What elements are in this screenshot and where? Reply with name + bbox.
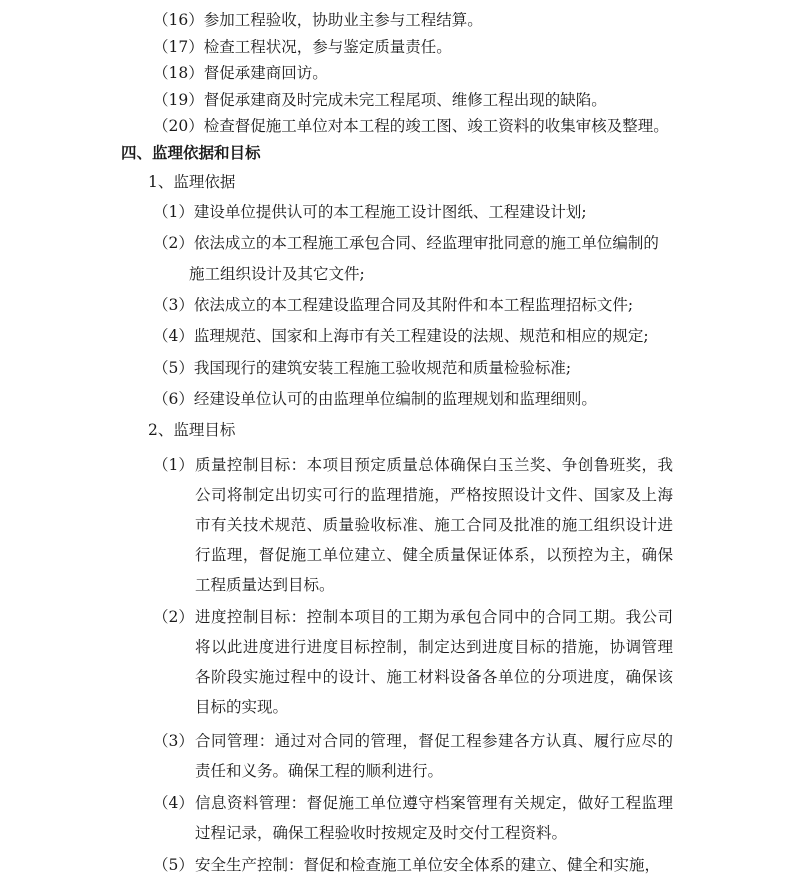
goal-number: （3） [153, 732, 194, 750]
basis-item-continuation: 施工组织设计及其它文件; [189, 265, 365, 283]
goal-number: （5） [153, 856, 194, 874]
subsection-heading: 2、监理目标 [148, 421, 236, 439]
goal-item [153, 455, 673, 605]
duty-item: （17）检查工程状况，参与鉴定质量责任。 [153, 38, 452, 56]
basis-item: （4）监理规范、国家和上海市有关工程建设的法规、规范和相应的规定; [153, 327, 649, 345]
section-heading: 四、监理依据和目标 [121, 144, 261, 162]
duty-item: （19）督促承建商及时完成未完工程尾项、维修工程出现的缺陷。 [153, 91, 607, 109]
goal-item [153, 793, 673, 853]
subsection-heading: 1、监理依据 [148, 173, 236, 191]
basis-item: （3）依法成立的本工程建设监理合同及其附件和本工程监理招标文件; [153, 296, 634, 314]
duty-item: （16）参加工程验收，协助业主参与工程结算。 [153, 11, 483, 29]
basis-item: （6）经建设单位认可的由监理单位编制的监理规划和监理细则。 [153, 390, 597, 408]
basis-item: （5）我国现行的建筑安装工程施工验收规范和质量检验标准; [153, 359, 572, 377]
goal-item [153, 855, 673, 877]
goal-text: 进度控制目标：控制本项目的工期为承包合同中的合同工期。我公司将以此进度进行进度目标控制，制定达到进度目标的措施，协调管理各阶段实施过程中的设计、施工材料设备各单位的分项进度，确保该目标的实现。 [195, 608, 673, 716]
goal-item [153, 607, 673, 727]
goal-text: 质量控制目标：本项目预定质量总体确保白玉兰奖、争创鲁班奖，我公司将制定出切实可行的监理措施，严格按照设计文件、国家及上海市有关技术规范、质量验收标准、施工合同及批准的施工组织设计进行监理，督促施工单位建立、健全质量保证体系，以预控为主，确保工程质量达到目标。 [195, 456, 673, 594]
goal-number: （2） [153, 608, 194, 626]
goal-item [153, 731, 673, 791]
duty-item: （20）检查督促施工单位对本工程的竣工图、竣工资料的收集审核及整理。 [153, 117, 669, 135]
goal-text: 信息资料管理：督促施工单位遵守档案管理有关规定，做好工程监理过程记录，确保工程验收时按规定及时交付工程资料。 [195, 794, 673, 842]
duty-item: （18）督促承建商回访。 [153, 64, 328, 82]
goal-text: 合同管理：通过对合同的管理，督促工程参建各方认真、履行应尽的责任和义务。确保工程的顺利进行。 [195, 732, 673, 780]
goal-number: （4） [153, 794, 194, 812]
goal-text: 安全生产控制：督促和检查施工单位安全体系的建立、健全和实施， [195, 856, 661, 874]
basis-item: （1）建设单位提供认可的本工程施工设计图纸、工程建设计划; [153, 203, 587, 221]
goal-number: （1） [153, 456, 194, 474]
basis-item: （2）依法成立的本工程施工承包合同、经监理审批同意的施工单位编制的 [153, 234, 659, 252]
